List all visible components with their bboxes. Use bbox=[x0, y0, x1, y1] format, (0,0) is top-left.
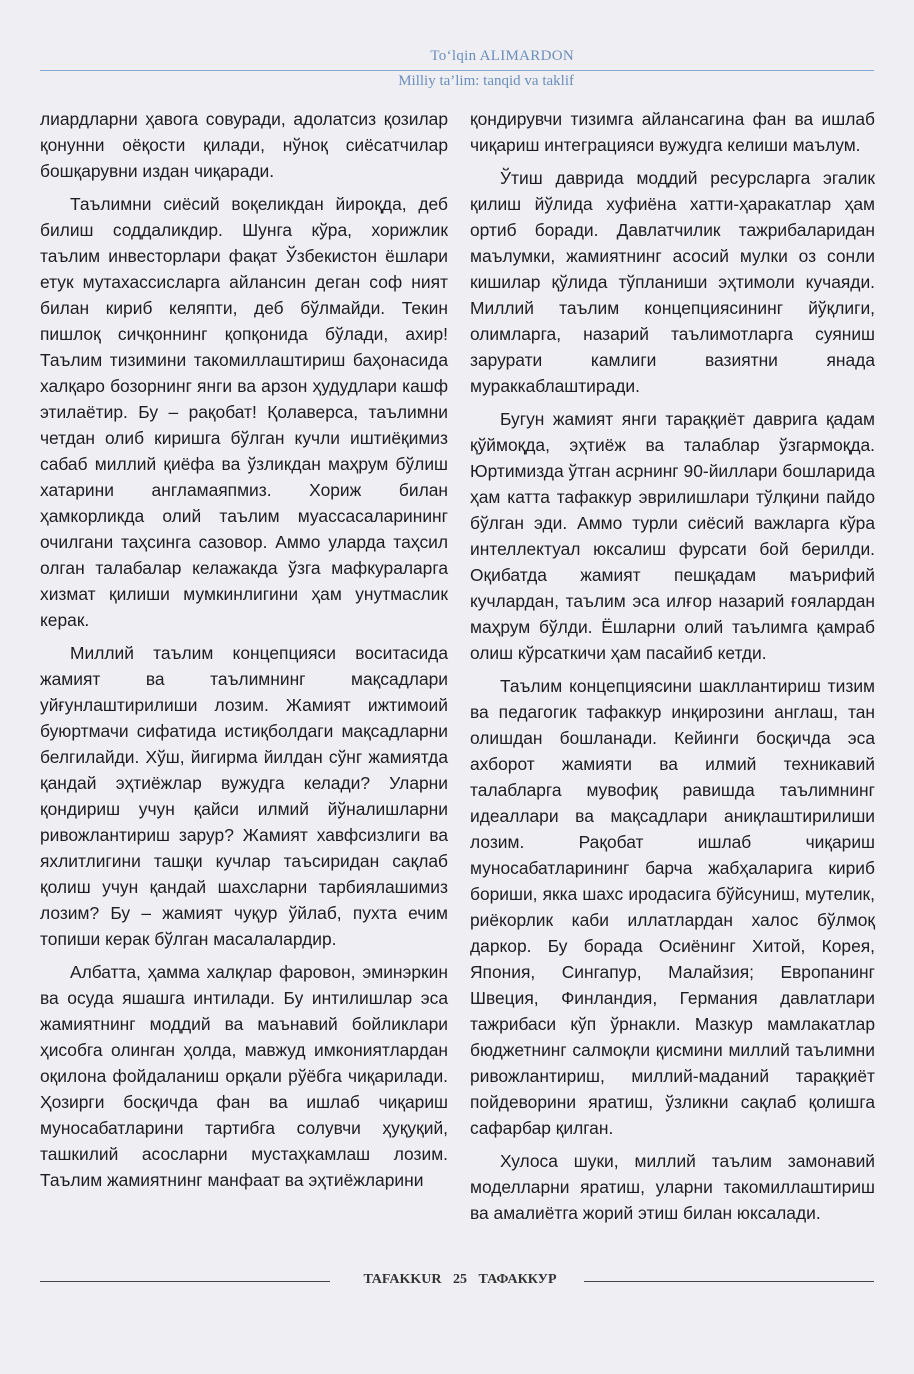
header-rule bbox=[40, 70, 874, 71]
header-author: To‘lqin ALIMARDON bbox=[430, 48, 574, 64]
paragraph: Миллий таълим концепцияси воситасида жамият ва таълимнинг мақсадлари уйғунлаштирилиши лозим. Жамият ижтимоий буюртмачи сифатида истиқболдаги мақсадларни белгилайди. Хўш, йигирма йилдан сўнг жамиятда қандай эҳтиёжлар вужудга келади? Уларни қондириш учун қайси илмий йўналишларни ривожлантириш зарур? Жамият хавфсизлиги ва яхлитлигини ташқи кучлар таъсиридан сақлаб қолиш учун қандай шахсларни тарбиялашимиз лозим? Бу – жамият чуқур ўйлаб, пухта ечим топиши керак бўлган масалалардир. bbox=[40, 643, 448, 949]
footer-journal-latin: TAFAKKUR bbox=[363, 1272, 442, 1287]
footer-center bbox=[340, 1272, 580, 1288]
footer-rule-right bbox=[584, 1281, 874, 1282]
paragraph: Хулоса шуки, миллий таълим замонавий моделларни яратиш, уларни такомиллаштириш ва амалиётга жорий этиш билан юксалади. bbox=[470, 1151, 875, 1223]
header-subtitle: Milliy ta’lim: tanqid va taklif bbox=[398, 73, 574, 89]
paragraph: Албатта, ҳамма халқлар фаровон, эминэркин ва осуда яшашга интилади. Бу интилишлар эса жамиятнинг моддий ва маънавий бойликлари ҳисобга олинган ҳолда, мавжуд имкониятлардан оқилона фойдаланиш орқали рўёбга чиқарилади. Ҳозирги босқичда фан ва ишлаб чиқариш муносабатларини тартибга солувчи ҳуқуқий, ташкилий асосларни мустаҳкамлаш лозим. Таълим жамиятнинг манфаат ва эҳтиёжларини bbox=[40, 962, 448, 1190]
running-header bbox=[40, 48, 874, 88]
footer-journal-cyrillic: ТАФАККУР bbox=[478, 1272, 557, 1287]
paragraph: лиардларни ҳавога совуради, адолатсиз қозилар қонунни оёқости қилади, нўноқ сиёсатчилар бошқарувни издан чиқаради. bbox=[40, 109, 448, 181]
footer-rule-left bbox=[40, 1281, 330, 1282]
left-column bbox=[40, 106, 448, 1200]
running-footer bbox=[40, 1272, 874, 1292]
paragraph: Бугун жамият янги тараққиёт даврига қадам қўймоқда, эҳтиёж ва талаблар ўзгармоқда. Юртимизда ўтган асрнинг 90-йиллари бошларида ҳам катта тафаккур эврилишлари тўлқини пайдо бўлган эди. Аммо турли сиёсий важларга кўра интеллектуал юксалиш фурсати бой берилди. Оқибатда жамият пешқадам маърифий кучлардан, таълим эса илғор назарий ғоялардан маҳрум бўлди. Ёшларни олий таълимга қамраб олиш кўрсаткичи ҳам пасайиб кетди. bbox=[470, 409, 875, 663]
paragraph: қондирувчи тизимга айлансагина фан ва ишлаб чиқариш интеграцияси вужудга келиши маълум. bbox=[470, 109, 875, 155]
paragraph: Таълим концепциясини шакллантириш тизим ва педагогик тафаккур инқирозини англаш, тан олишдан бошланади. Кейинги босқичда эса ахборот жамияти ва илмий техникавий талабларга мувофиқ равишда таълимнинг идеаллари ва мақсадлари аниқлаштирилиши лозим. Рақобат ишлаб чиқариш муносабатларининг барча жабҳаларига кириб бориши, якка шахс иродасига бўйсуниш, мутелик, риёкорлик каби иллатлардан халос бўлмоқ даркор. Бу борада Осиёнинг Хитой, Корея, Япония, Сингапур, Малайзия; Европанинг Швеция, Финландия, Германия давлатлари тажрибаси кўп ўрнакли. Мазкур мамлакатлар бюджетнинг салмоқли қисмини миллий таълимни ривожлантириш, миллий-маданий тараққиёт пойдеворини яратиш, ўзликни сақлаб қолишга сафарбар қилган. bbox=[470, 676, 875, 1138]
paragraph: Таълимни сиёсий воқеликдан йироқда, деб билиш соддаликдир. Шунга кўра, хорижлик таълим инвесторлари фақат Ўзбекистон ёшлари етук мутахассисларга айлансин деган соф ният билан кириб келяпти, деб бўлмайди. Текин пишлоқ сичқоннинг қопқонида бўлади, ахир! Таълим тизимини такомиллаштириш баҳонасида халқаро бозорнинг янги ва арзон ҳудудлари кашф этилаётир. Бу – рақобат! Қолаверса, таълимни четдан олиб киришга бўлган кучли иштиёқимиз сабаб миллий қиёфа ва ўзликдан маҳрум бўлиш хатарини англамаяпмиз. Хориж билан ҳамкорликда олий таълим муассасаларининг очилгани таҳсинга сазовор. Аммо уларда таҳсил олган талабалар келажакда ўзга мафкураларга хизмат қилиши мумкинлигини ҳам унутмаслик керак. bbox=[40, 194, 448, 630]
right-column bbox=[470, 106, 875, 1233]
page-number: 25 bbox=[453, 1272, 468, 1287]
paragraph: Ўтиш даврида моддий ресурсларга эгалик қилиш йўлида хуфиёна хатти-ҳаракатлар ҳам ортиб боради. Давлатчилик тажрибаларидан маълумки, жамиятнинг асосий мулки оз сонли кишилар қўлида тўпланиши эҳтимоли кучаяди. Миллий таълим концепциясининг йўқлиги, олимларга, назарий таълимотларга суяниш зарурати камлиги вазиятни янада мураккаблаштиради. bbox=[470, 168, 875, 396]
